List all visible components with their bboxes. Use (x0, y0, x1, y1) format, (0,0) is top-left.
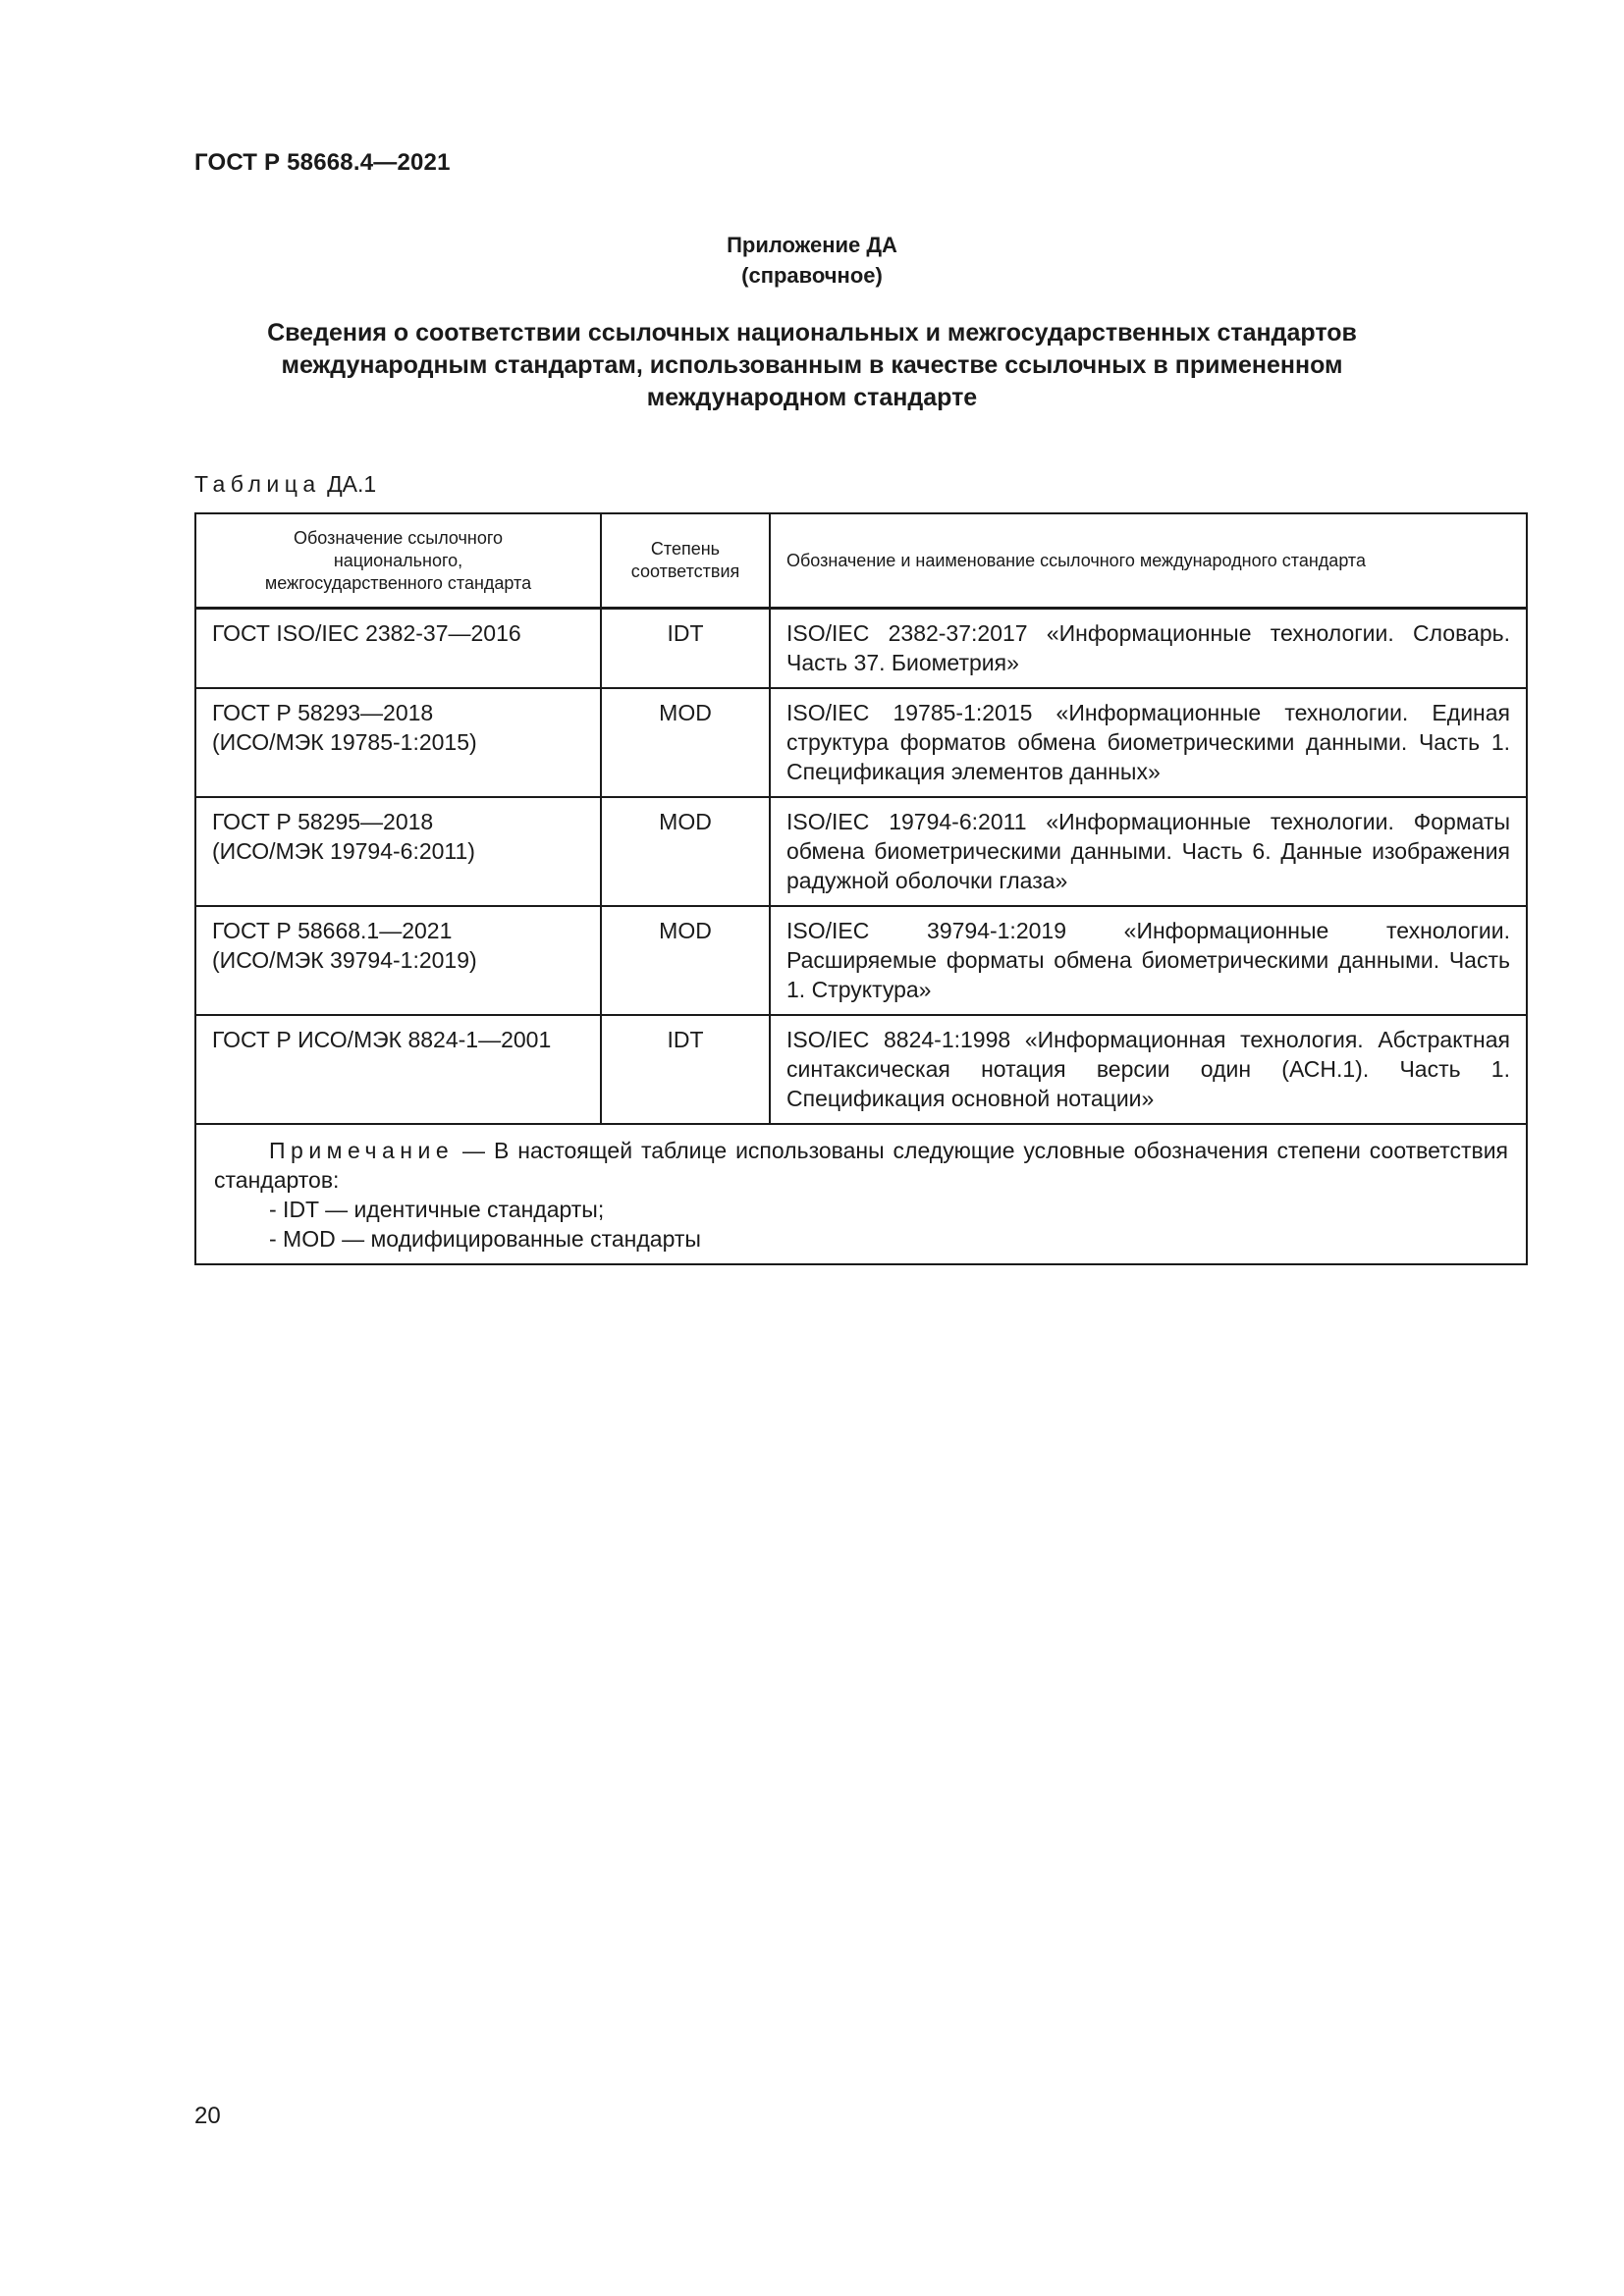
national-standard-line: (ИСО/МЭК 39794-1:2019) (212, 947, 477, 973)
national-standard-cell (195, 797, 601, 906)
international-standard-cell: ISO/IEC 8824-1:1998 «Информационная технология. Абстрактная синтаксическая нотация версии один (АСН.1). Часть 1. Спецификация основной нотации» (770, 1015, 1527, 1124)
section-title-line: международным стандартам, использованным в качестве ссылочных в примененном (281, 351, 1343, 379)
note-list-item: - MOD — модифицированные стандарты (269, 1226, 701, 1252)
table-caption-label: Таблица (194, 471, 321, 497)
international-standard-cell: ISO/IEC 39794-1:2019 «Информационные технологии. Расширяемые форматы обмена биометрическими данными. Часть 1. Структура» (770, 906, 1527, 1015)
table-row (195, 688, 1527, 797)
degree-cell: MOD (601, 797, 770, 906)
table-caption-number: ДА.1 (327, 471, 377, 497)
national-standard-line: ГОСТ ISO/IEC 2382-37—2016 (212, 620, 521, 646)
correspondence-table (194, 512, 1528, 1265)
header-line: межгосударственного стандарта (264, 572, 532, 593)
table-row (195, 609, 1527, 689)
header-international-standard: Обозначение и наименование ссылочного международного стандарта (770, 513, 1527, 609)
table-note-row (195, 1124, 1527, 1264)
table-header-row (195, 513, 1527, 609)
appendix-subtitle: (справочное) (741, 263, 883, 288)
degree-cell: MOD (601, 906, 770, 1015)
national-standard-line: ГОСТ Р 58668.1—2021 (212, 918, 453, 943)
table-caption (194, 471, 376, 498)
header-national-standard (195, 513, 601, 609)
national-standard-line: ГОСТ Р 58293—2018 (212, 700, 434, 725)
header-line: Обозначение ссылочного (293, 527, 504, 548)
note-list-item: - IDT — идентичные стандарты; (269, 1197, 605, 1222)
table-row (195, 906, 1527, 1015)
page-number: 20 (194, 2103, 221, 2129)
section-title-line: Сведения о соответствии ссылочных национальных и межгосударственных стандартов (267, 319, 1357, 347)
appendix-heading (0, 230, 1624, 291)
national-standard-cell (195, 609, 601, 689)
national-standard-line: (ИСО/МЭК 19794-6:2011) (212, 838, 475, 864)
header-line: Степень (650, 539, 721, 559)
note-label: Примечание (269, 1138, 455, 1163)
national-standard-cell (195, 1015, 601, 1124)
note-text (214, 1136, 1508, 1195)
header-line: национального, (333, 550, 463, 570)
national-standard-line: ГОСТ Р ИСО/МЭК 8824-1—2001 (212, 1027, 552, 1052)
degree-cell: MOD (601, 688, 770, 797)
international-standard-cell: ISO/IEC 19794-6:2011 «Информационные технологии. Форматы обмена биометрическими данными. Часть 6. Данные изображения радужной оболочки глаза» (770, 797, 1527, 906)
table-note (195, 1124, 1527, 1264)
national-standard-line: (ИСО/МЭК 19785-1:2015) (212, 729, 477, 755)
table-row (195, 1015, 1527, 1124)
header-line: соответствия (630, 561, 740, 581)
table-row (195, 797, 1527, 906)
national-standard-line: ГОСТ Р 58295—2018 (212, 809, 434, 834)
appendix-title: Приложение ДА (727, 233, 897, 257)
section-title (196, 317, 1428, 414)
section-title-line: международном стандарте (646, 384, 978, 411)
note-body: — В настоящей таблице использованы следующие условные обозначения степени соответствия стандартов: (214, 1138, 1508, 1193)
national-standard-cell (195, 688, 601, 797)
degree-cell: IDT (601, 609, 770, 689)
header-degree (601, 513, 770, 609)
degree-cell: IDT (601, 1015, 770, 1124)
national-standard-cell (195, 906, 601, 1015)
international-standard-cell: ISO/IEC 19785-1:2015 «Информационные технологии. Единая структура форматов обмена биометрическими данными. Часть 1. Спецификация элементов данных» (770, 688, 1527, 797)
document-code: ГОСТ Р 58668.4—2021 (194, 149, 451, 176)
international-standard-cell: ISO/IEC 2382-37:2017 «Информационные технологии. Словарь. Часть 37. Биометрия» (770, 609, 1527, 689)
